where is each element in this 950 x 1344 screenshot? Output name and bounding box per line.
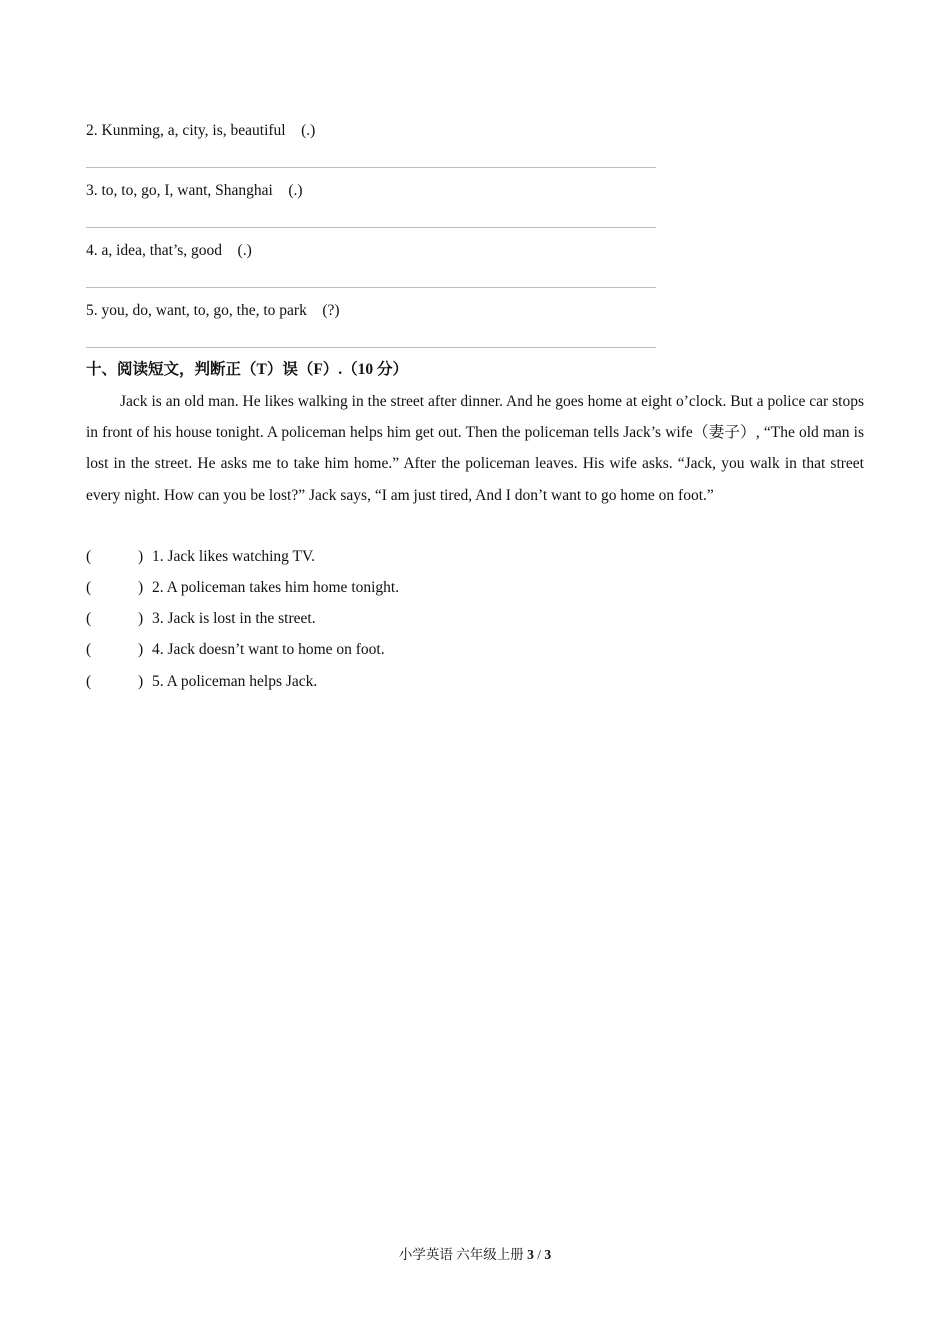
tf-item-4: ( ) 4. Jack doesn’t want to home on foot. bbox=[86, 641, 385, 658]
tf-item-text: 3. Jack is lost in the street. bbox=[152, 610, 316, 627]
answer-blank-2[interactable]: ( bbox=[86, 579, 92, 596]
tf-item-1: ( ) 1. Jack likes watching TV. bbox=[86, 548, 316, 565]
answer-line-5[interactable] bbox=[86, 347, 656, 348]
answer-blank-4[interactable]: ( bbox=[86, 641, 92, 658]
question-2: 2. Kunming, a, city, is, beautiful (.) bbox=[86, 122, 316, 139]
tf-item-3: ( ) 3. Jack is lost in the street. bbox=[86, 610, 316, 627]
answer-line-2[interactable] bbox=[86, 167, 656, 168]
question-3: 3. to, to, go, I, want, Shanghai (.) bbox=[86, 182, 303, 199]
section-title: 十、阅读短文，判断正（T）误（F）.（10 分） bbox=[86, 361, 409, 378]
reading-passage: Jack is an old man. He likes walking in the street after dinner. And he goes home at eight o’clock. But a police car stops in front of his house tonight. A policeman helps him get out. Then the policeman tells Jack’s wife（妻子）, “The old man is lost in the street. He asks me to take him home.” After the policeman leaves. His wife asks. “Jack, you walk in that street every night. How can you be lost?” Jack says, “I am just tired, And I don’t want to go home on foot.” bbox=[86, 393, 864, 504]
page-separator: / bbox=[537, 1247, 541, 1262]
tf-item-text: 1. Jack likes watching TV. bbox=[152, 548, 316, 565]
answer-blank-5[interactable]: ( bbox=[86, 673, 92, 690]
page-number-current: 3 bbox=[527, 1247, 534, 1262]
footer-label: 小学英语 六年级上册 bbox=[398, 1247, 524, 1262]
answer-line-3[interactable] bbox=[86, 227, 656, 228]
answer-blank-3[interactable]: ( bbox=[86, 610, 92, 627]
tf-item-2: ( ) 2. A policeman takes him home tonight. bbox=[86, 579, 400, 596]
question-4: 4. a, idea, that’s, good (.) bbox=[86, 242, 252, 259]
page-number-total: 3 bbox=[544, 1247, 552, 1262]
page-footer bbox=[0, 1246, 950, 1264]
tf-item-text: 5. A policeman helps Jack. bbox=[152, 673, 318, 690]
answer-line-4[interactable] bbox=[86, 287, 656, 288]
question-5: 5. you, do, want, to, go, the, to park (?) bbox=[86, 302, 340, 319]
answer-blank-1[interactable]: ( bbox=[86, 548, 92, 565]
tf-item-text: 2. A policeman takes him home tonight. bbox=[152, 579, 400, 596]
tf-item-5: ( ) 5. A policeman helps Jack. bbox=[86, 673, 318, 690]
tf-item-text: 4. Jack doesn’t want to home on foot. bbox=[152, 641, 385, 658]
